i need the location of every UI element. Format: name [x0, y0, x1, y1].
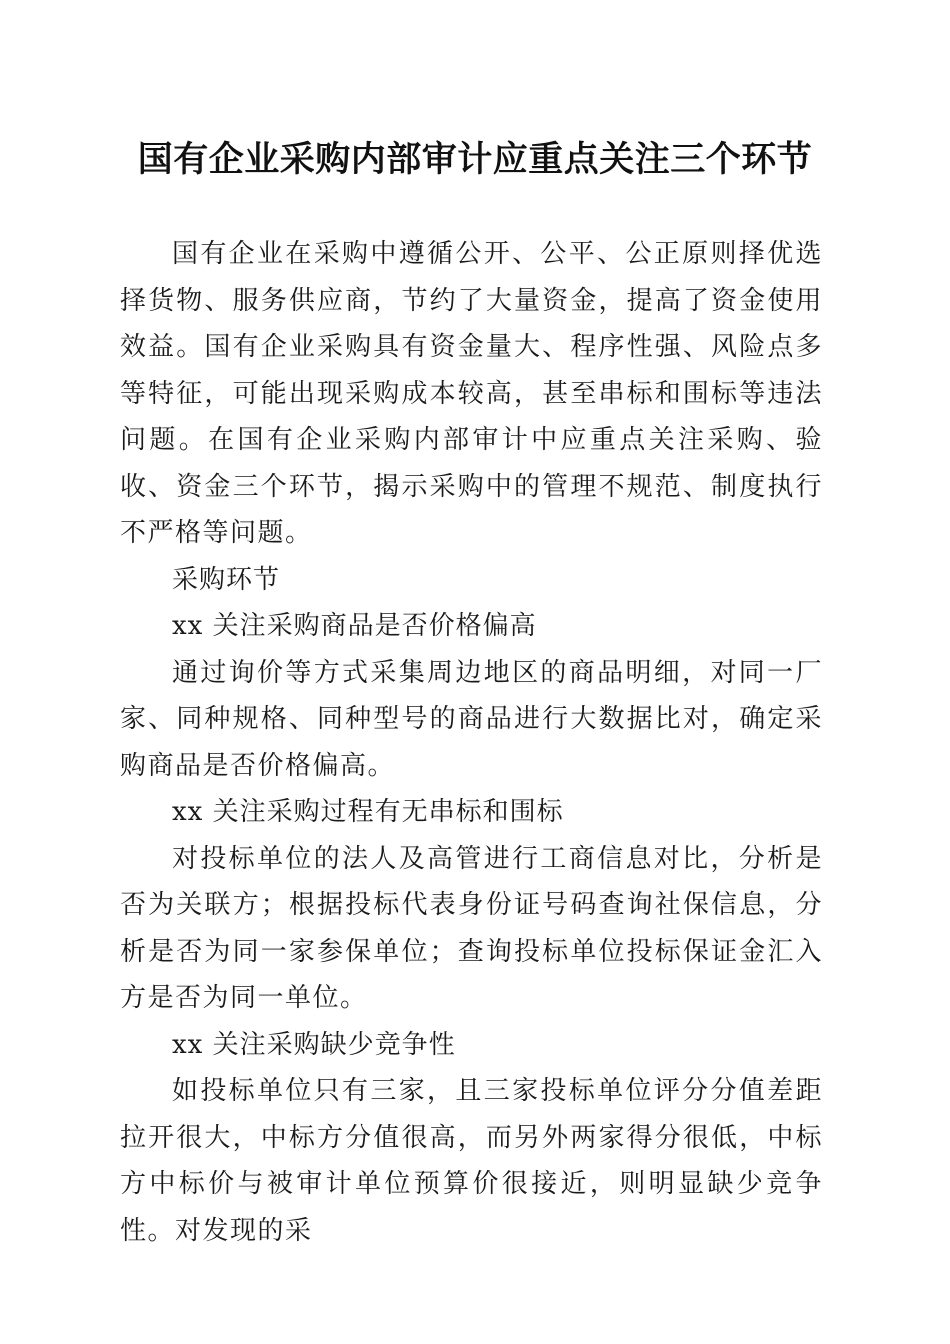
section-heading: 采购环节	[172, 564, 281, 595]
intro-paragraph: 国有企业在采购中遵循公开、公平、公正原则择优选择货物、服务供应商，节约了大量资金，提高了资金使用效益。国有企业采购具有资金量大、程序性强、风险点多等特征，可能出现采购成本较高，甚至串标和围标等违法问题。在国有企业采购内部审计中应重点关注采购、验收、资金三个环节，揭示采购中的管理不规范、制度执行不严格等问题。	[120, 239, 823, 548]
item-paragraph: 对投标单位的法人及高管进行工商信息对比，分析是否为关联方；根据投标代表身份证号码查询社保信息，分析是否为同一家参保单位；查询投标单位投标保证金汇入方是否为同一单位。	[120, 843, 823, 1013]
item-heading: xx 关注采购缺少竞争性	[172, 1029, 456, 1060]
item-heading: xx 关注采购商品是否价格偏高	[172, 611, 537, 641]
document-title: 国有企业采购内部审计应重点关注三个环节	[137, 139, 813, 180]
document-body	[120, 231, 823, 1254]
item-paragraph: 如投标单位只有三家，且三家投标单位评分分值差距拉开很大，中标方分值很高，而另外两家得分很低，中标方中标价与被审计单位预算价很接近，则明显缺少竞争性。对发现的采	[120, 1076, 823, 1246]
item-heading: xx 关注采购过程有无串标和围标	[172, 797, 564, 827]
item-paragraph: 通过询价等方式采集周边地区的商品明细，对同一厂家、同种规格、同种型号的商品进行大数据比对，确定采购商品是否价格偏高。	[120, 657, 823, 781]
